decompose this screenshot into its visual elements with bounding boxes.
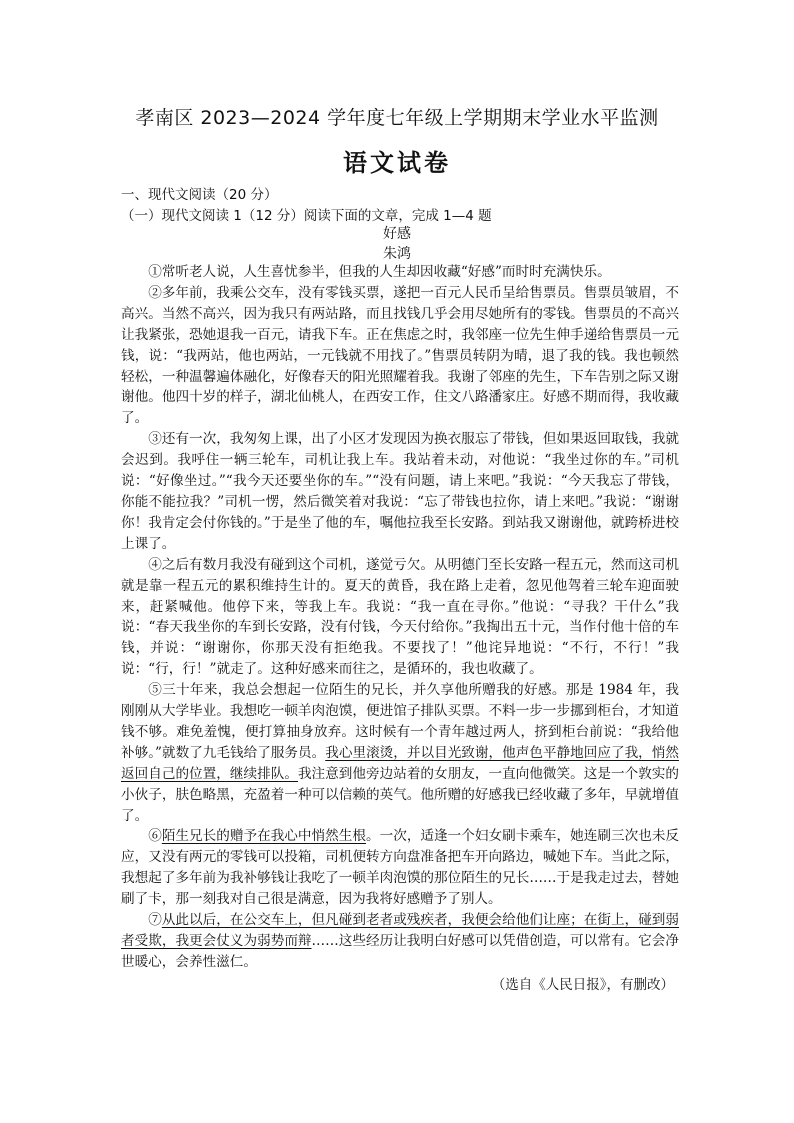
- article-body: [121, 262, 679, 973]
- paragraph-2: ②多年前，我乘公交车，没有零钱买票，遂把一百元人民币呈给售票员。售票员皱眉，不高兴。当然不高兴，因为我只有两站路，而且找钱几乎会用尽她所有的零钱。售票员的不高兴让我紧张，恐她退我一百元，请我下车。正在焦虑之时，我邻座一位先生伸手递给售票员一元钱，说：“我两站，他也两站，一元钱就不用找了。”售票员转阴为晴，退了我的钱。我也顿然轻松，一种温馨遍体融化，好像春天的阳光照耀着我。我谢了邻座的先生，下车告别之际又谢谢他。他四十岁的样子，湖北仙桃人，在西安工作，住文八路潘家庄。好感不期而得，我收藏了。: [121, 284, 679, 427]
- subject-title: 语文试卷: [343, 149, 451, 177]
- paragraph-7: [121, 910, 679, 973]
- paragraph-6-text: 。一次，适逢一个妇女刷卡乘车，她连刷三次也未反应，又没有两元的零钱可以投箱，司机便转方向盘准备把车开向路边，喊她下车。当此之际，我想起了多年前为我补够钱让我吃了一顿羊肉泡馍的那位陌生的兄长……于是我走过去，替她刷了卡，那一刻我对自己很是满意，因为我将好感赠予了别人。: [121, 828, 680, 908]
- paragraph-5: [121, 680, 679, 826]
- paragraph-6: [121, 826, 679, 910]
- paragraph-7-underlined: 从此以后，在公交车上，但凡碰到老者或残疾者，我便会给他们让座；在街上，碰到弱者受欺，我更会仗义为弱势而辩: [121, 912, 680, 949]
- paragraph-7-text: ……这些经历让我明白好感可以凭借创造，可以常有。它会净世暖心，会养性滋仁。: [121, 933, 679, 970]
- paragraph-5-text-a: ⑤三十年来，我总会想起一位陌生的兄长，并久享他所赠我的好感。那是 1984 年，我刚刚从大学毕业。我想吃一顿羊肉泡馍，便进馆子排队买票。不料一步一步挪到柜台，才知道钱不够。难免羞愧，便打算抽身放弃。这时候有一个青年越过两人，挤到柜台前说：“我给他补够。”就数了九毛钱给了服务员。: [121, 682, 679, 761]
- paragraph-6-underlined: 陌生兄长的赠予在我心中悄然生根: [161, 828, 366, 845]
- article-author: 朱鸿: [383, 246, 411, 262]
- paragraph-4: ④之后有数月我没有碰到这个司机，遂觉亏欠。从明德门至长安路一程五元，然而这司机就是靠一程五元的累积维持生计的。夏天的黄昏，我在路上走着，忽见他驾着三轮车迎面驶来，赶紧喊他。他停下来，等我上车。我说：“我一直在寻你。”他说：“寻我？干什么”我说：“春天我坐你的车到长安路，没有付钱，今天付给你。”我掏出五十元，当作付他十倍的车钱，并说：“谢谢你，你那天没有拒绝我。不要找了！”他诧异地说：“不行，不行！”我说：“行，行！”就走了。这种好感来而往之，是循环的，我也收藏了。: [121, 556, 679, 678]
- source-note: （选自《人民日报》，有删改）: [491, 977, 674, 993]
- section-heading: 一、现代文阅读（20 分）: [121, 187, 278, 203]
- paragraph-7-number: ⑦: [148, 912, 162, 929]
- subsection-heading: （一）现代文阅读 1（12 分）阅读下面的文章，完成 1—4 题: [121, 208, 492, 224]
- paragraph-3: ③还有一次，我匆匆上课，出了小区才发现因为换衣服忘了带钱，但如果返回取钱，我就会迟到。我呼住一辆三轮车，司机让我上车。我站着未动，对他说：“我坐过你的车。”司机说：“好像坐过。”“我今天还要坐你的车。”“没有问题，请上来吧。”我说：“今天我忘了带钱，你能不能拉我？”司机一愣，然后微笑着对我说：“忘了带钱也拉你，请上来吧。”我说：“谢谢你！我肯定会付你钱的。”于是坐了他的车，嘱他拉我至长安路。到站我又谢谢他，就跨桥进校上课了。: [121, 431, 679, 552]
- paragraph-5-underlined: 我心里滚烫，并以目光致谢，他声色平静地回应了我，悄然返回自己的位置，继续排队。: [121, 744, 679, 782]
- paragraph-1: ①常听老人说，人生喜忧参半，但我的人生却因收藏“好感”而时时充满快乐。: [148, 264, 611, 280]
- paragraph-5-text-c: 我注意到他旁边站着的女朋友，一直向他微笑。这是一个敦实的小伙子，肤色略黑，充盈着一种可以信赖的英气。他所赠的好感我已经收藏了多年，早就增值了。: [121, 765, 680, 824]
- article-title: 好感: [383, 226, 411, 242]
- paragraph-6-number: ⑥: [148, 828, 162, 845]
- exam-title: 孝南区 2023—2024 学年度七年级上学期期末学业水平监测: [135, 107, 659, 129]
